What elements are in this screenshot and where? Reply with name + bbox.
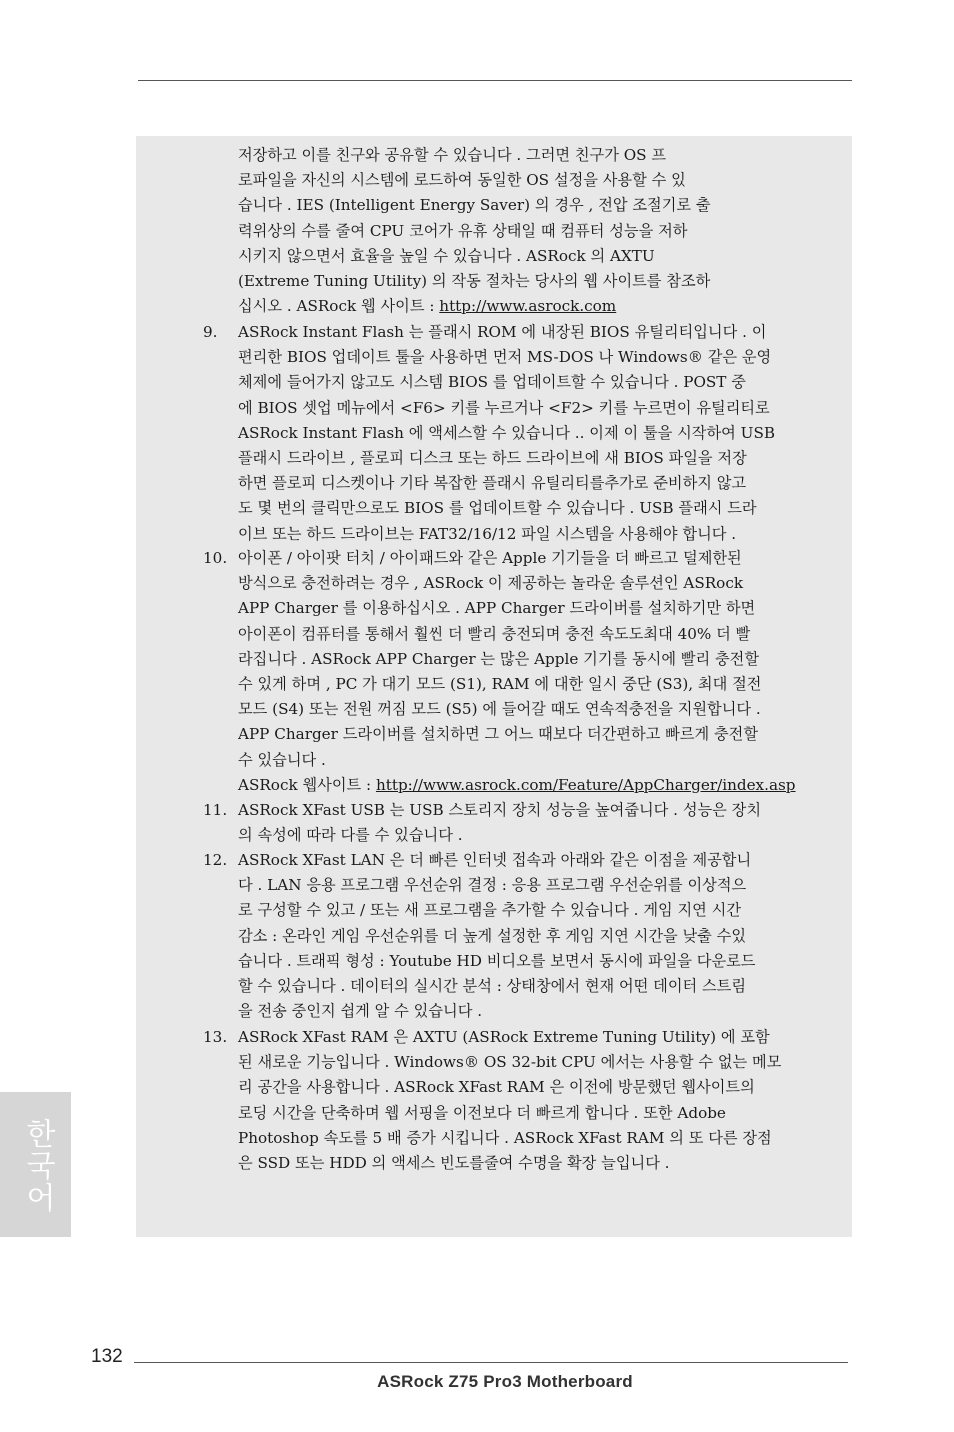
- item-number: 11.: [203, 801, 228, 819]
- text-line: (Extreme Tuning Utility) 의 작동 절차는 당사의 웹 사이트를 참조하: [238, 272, 711, 291]
- intro-paragraph: [238, 143, 826, 319]
- text-line: 편리한 BIOS 업데이트 툴을 사용하면 먼저 MS-DOS 나 Windows® 같은 운영: [238, 348, 772, 367]
- text-line: [238, 773, 826, 798]
- item-number: 13.: [203, 1028, 228, 1046]
- text-line: 력위상의 수를 줄여 CPU 코어가 유휴 상태일 때 컴퓨터 성능을 저하: [238, 221, 688, 240]
- text-line: ASRock XFast USB 는 USB 스토리지 장치 성능을 높여줍니다 . 성능은 장치: [238, 801, 762, 819]
- text-line: 로파일을 자신의 시스템에 로드하여 동일한 OS 설정을 사용할 수 있: [238, 171, 686, 190]
- text-line: 아이폰 / 아이팟 터치 / 아이패드와 같은 Apple 기기들을 더 빠르고 덜제한된: [238, 549, 742, 567]
- asrock-site-prefix: 십시오 . ASRock 웹 사이트 :: [238, 297, 440, 316]
- text-line: 로 구성할 수 있고 / 또는 새 프로그램을 추가할 수 있습니다 . 게임 지연 시간: [238, 901, 741, 920]
- text-line: 은 SSD 또는 HDD 의 액세스 빈도를줄여 수명을 확장 늘입니다 .: [238, 1154, 670, 1173]
- item-body: [238, 320, 826, 547]
- text-line: 방식으로 충전하려는 경우 , ASRock 이 제공하는 놀라운 솔루션인 ASRock: [238, 574, 744, 593]
- item-body: [238, 848, 826, 1024]
- text-line: 감소 : 온라인 게임 우선순위를 더 높게 설정한 후 게임 지연 시간을 낮출 수있: [238, 926, 747, 945]
- item-number: 10.: [203, 549, 228, 567]
- header-rule: [138, 80, 852, 81]
- text-line: 습니다 . 트래픽 형성 : Youtube HD 비디오를 보면서 동시에 파일을 다운로드: [238, 951, 756, 970]
- text-line: 모드 (S4) 또는 전원 꺼짐 모드 (S5) 에 들어갈 때도 연속적충전을 지원합니다 .: [238, 700, 761, 719]
- text-line: ASRock XFast RAM 은 AXTU (ASRock Extreme Tuning Utility) 에 포함: [238, 1028, 770, 1046]
- text-line: Photoshop 속도를 5 배 증가 시킵니다 . ASRock XFast RAM 의 또 다른 장점: [238, 1128, 772, 1147]
- item-number: 12.: [203, 851, 228, 869]
- text-line: 아이폰이 컴퓨터를 통해서 훨씬 더 빨리 충전되며 충전 속도도최대 40% 더 빨: [238, 624, 751, 643]
- text-line: APP Charger 드라이버를 설치하면 그 어느 때보다 더간편하고 빠르게 충전할: [238, 725, 758, 744]
- text-line: APP Charger 를 이용하십시오 . APP Charger 드라이버를 설치하기만 하면: [238, 599, 756, 618]
- text-line: 체제에 들어가지 않고도 시스템 BIOS 를 업데이트할 수 있습니다 . POST 중: [238, 373, 746, 392]
- text-line: 에 BIOS 셋업 메뉴에서 <F6> 키를 누르거나 <F2> 키를 누르면이 유틸리티로: [238, 398, 770, 417]
- text-line: 라집니다 . ASRock APP Charger 는 많은 Apple 기기를 동시에 빨리 충전할: [238, 649, 760, 668]
- text-line: 수 있게 하며 , PC 가 대기 모드 (S1), RAM 에 대한 일시 중단 (S3), 최대 절전: [238, 675, 762, 694]
- text-line: 할 수 있습니다 . 데이터의 실시간 분석 : 상태창에서 현재 어떤 데이터 스트림: [238, 977, 747, 996]
- text-line: 다 . LAN 응용 프로그램 우선순위 결정 : 응용 프로그램 우선순위를 이상적으: [238, 876, 747, 895]
- text-line: 의 속성에 따라 다를 수 있습니다 .: [238, 826, 463, 845]
- language-tab-label: 한국어: [20, 1118, 55, 1214]
- page-number: 132: [91, 1346, 123, 1367]
- item-body: [238, 798, 826, 848]
- text-line: ASRock Instant Flash 에 액세스할 수 있습니다 .. 이제 이 툴을 시작하여 USB: [238, 423, 776, 442]
- text-line: 하면 플로피 디스켓이나 기타 복잡한 플래시 유틸리티를추가로 준비하지 않고: [238, 474, 747, 493]
- text-line: 리 공간을 사용합니다 . ASRock XFast RAM 은 이전에 방문했던 웹사이트의: [238, 1078, 755, 1097]
- language-side-tab: [0, 1092, 71, 1237]
- text-line: 이브 또는 하드 드라이브는 FAT32/16/12 파일 시스템을 사용해야 합니다 .: [238, 524, 737, 543]
- text-line: 을 전송 중인지 쉽게 알 수 있습니다 .: [238, 1002, 483, 1021]
- item-body: [238, 546, 826, 798]
- text-line: ASRock XFast LAN 은 더 빠른 인터넷 접속과 아래와 같은 이점을 제공합니: [238, 851, 752, 869]
- footer-rule: [134, 1362, 848, 1363]
- text-line: 된 새로운 기능입니다 . Windows® OS 32-bit CPU 에서는 사용할 수 없는 메모: [238, 1053, 782, 1072]
- text-line: [238, 294, 826, 319]
- item-number: 9.: [203, 323, 218, 341]
- text-line: 시키지 않으면서 효율을 높일 수 있습니다 . ASRock 의 AXTU: [238, 246, 655, 265]
- app-charger-link[interactable]: http://www.asrock.com/Feature/AppCharger/index.asp: [375, 775, 796, 794]
- text-line: 로딩 시간을 단축하며 웹 서핑을 이전보다 더 빠르게 합니다 . 또한 Adobe: [238, 1103, 726, 1122]
- asrock-website-link[interactable]: http://www.asrock.com: [439, 297, 617, 316]
- item-body: [238, 1025, 826, 1176]
- text-line: 습니다 . IES (Intelligent Energy Saver) 의 경우 , 전압 조절기로 출: [238, 196, 711, 215]
- app-charger-site-prefix: ASRock 웹사이트 :: [238, 775, 376, 794]
- footer-title: ASRock Z75 Pro3 Motherboard: [377, 1372, 633, 1391]
- text-line: 도 몇 번의 클릭만으로도 BIOS 를 업데이트할 수 있습니다 . USB 플래시 드라: [238, 499, 757, 518]
- text-line: 저장하고 이를 친구와 공유할 수 있습니다 . 그러면 친구가 OS 프: [238, 146, 667, 164]
- text-line: ASRock Instant Flash 는 플래시 ROM 에 내장된 BIOS 유틸리티입니다 . 이: [238, 323, 767, 341]
- text-line: 플래시 드라이브 , 플로피 디스크 또는 하드 드라이브에 새 BIOS 파일을 저장: [238, 449, 747, 468]
- text-line: 수 있습니다 .: [238, 750, 326, 769]
